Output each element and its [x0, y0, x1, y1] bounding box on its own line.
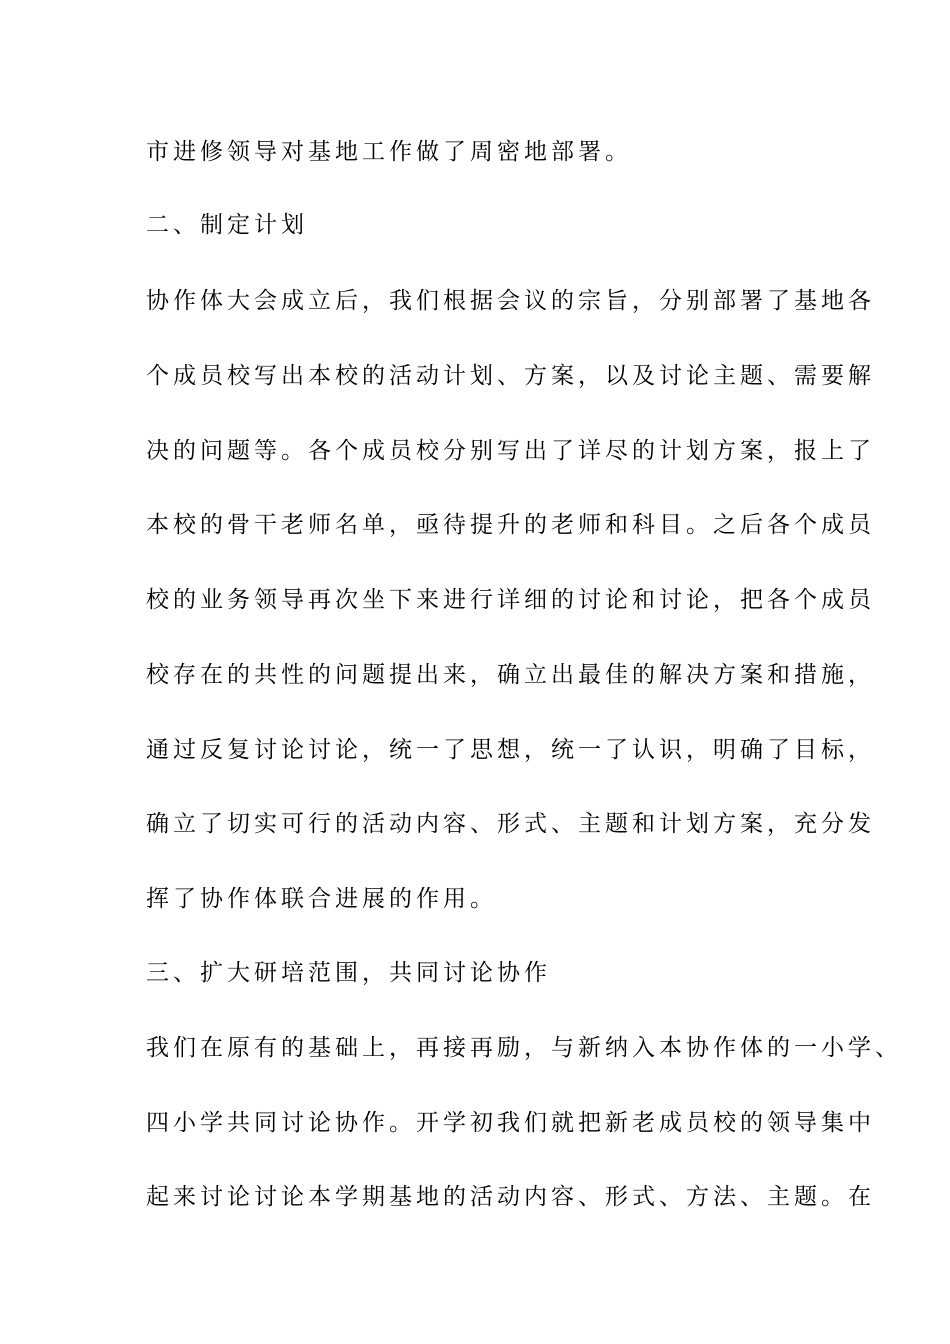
body-text-line: 决的问题等。各个成员校分别写出了详尽的计划方案，报上了 [146, 438, 875, 464]
section-heading-3: 三、扩大研培范围，共同讨论协作 [146, 960, 551, 986]
body-text-line: 通过反复讨论讨论，统一了思想，统一了认识，明确了目标， [146, 737, 875, 763]
body-text-line: 四小学共同讨论协作。开学初我们就把新老成员校的领导集中 [146, 1110, 875, 1136]
body-text-line: 个成员校写出本校的活动计划、方案，以及讨论主题、需要解 [146, 363, 875, 389]
body-text-line: 挥了协作体联合进展的作用。 [146, 886, 497, 912]
body-text-line: 校的业务领导再次坐下来进行详细的讨论和讨论，把各个成员 [146, 587, 875, 613]
body-text-line: 确立了切实可行的活动内容、形式、主题和计划方案，充分发 [146, 811, 875, 837]
body-text-line: 校存在的共性的问题提出来，确立出最佳的解决方案和措施， [146, 662, 875, 688]
body-text-line: 起来讨论讨论本学期基地的活动内容、形式、方法、主题。在 [146, 1184, 875, 1210]
body-text-line: 市进修领导对基地工作做了周密地部署。 [146, 139, 632, 165]
body-text-line: 本校的骨干老师名单，亟待提升的老师和科目。之后各个成员 [146, 512, 875, 538]
section-heading-2: 二、制定计划 [146, 212, 308, 238]
body-text-line: 我们在原有的基础上，再接再励，与新纳入本协作体的一小学、 [146, 1035, 902, 1061]
body-text-line: 协作体大会成立后，我们根据会议的宗旨，分别部署了基地各 [146, 288, 875, 314]
